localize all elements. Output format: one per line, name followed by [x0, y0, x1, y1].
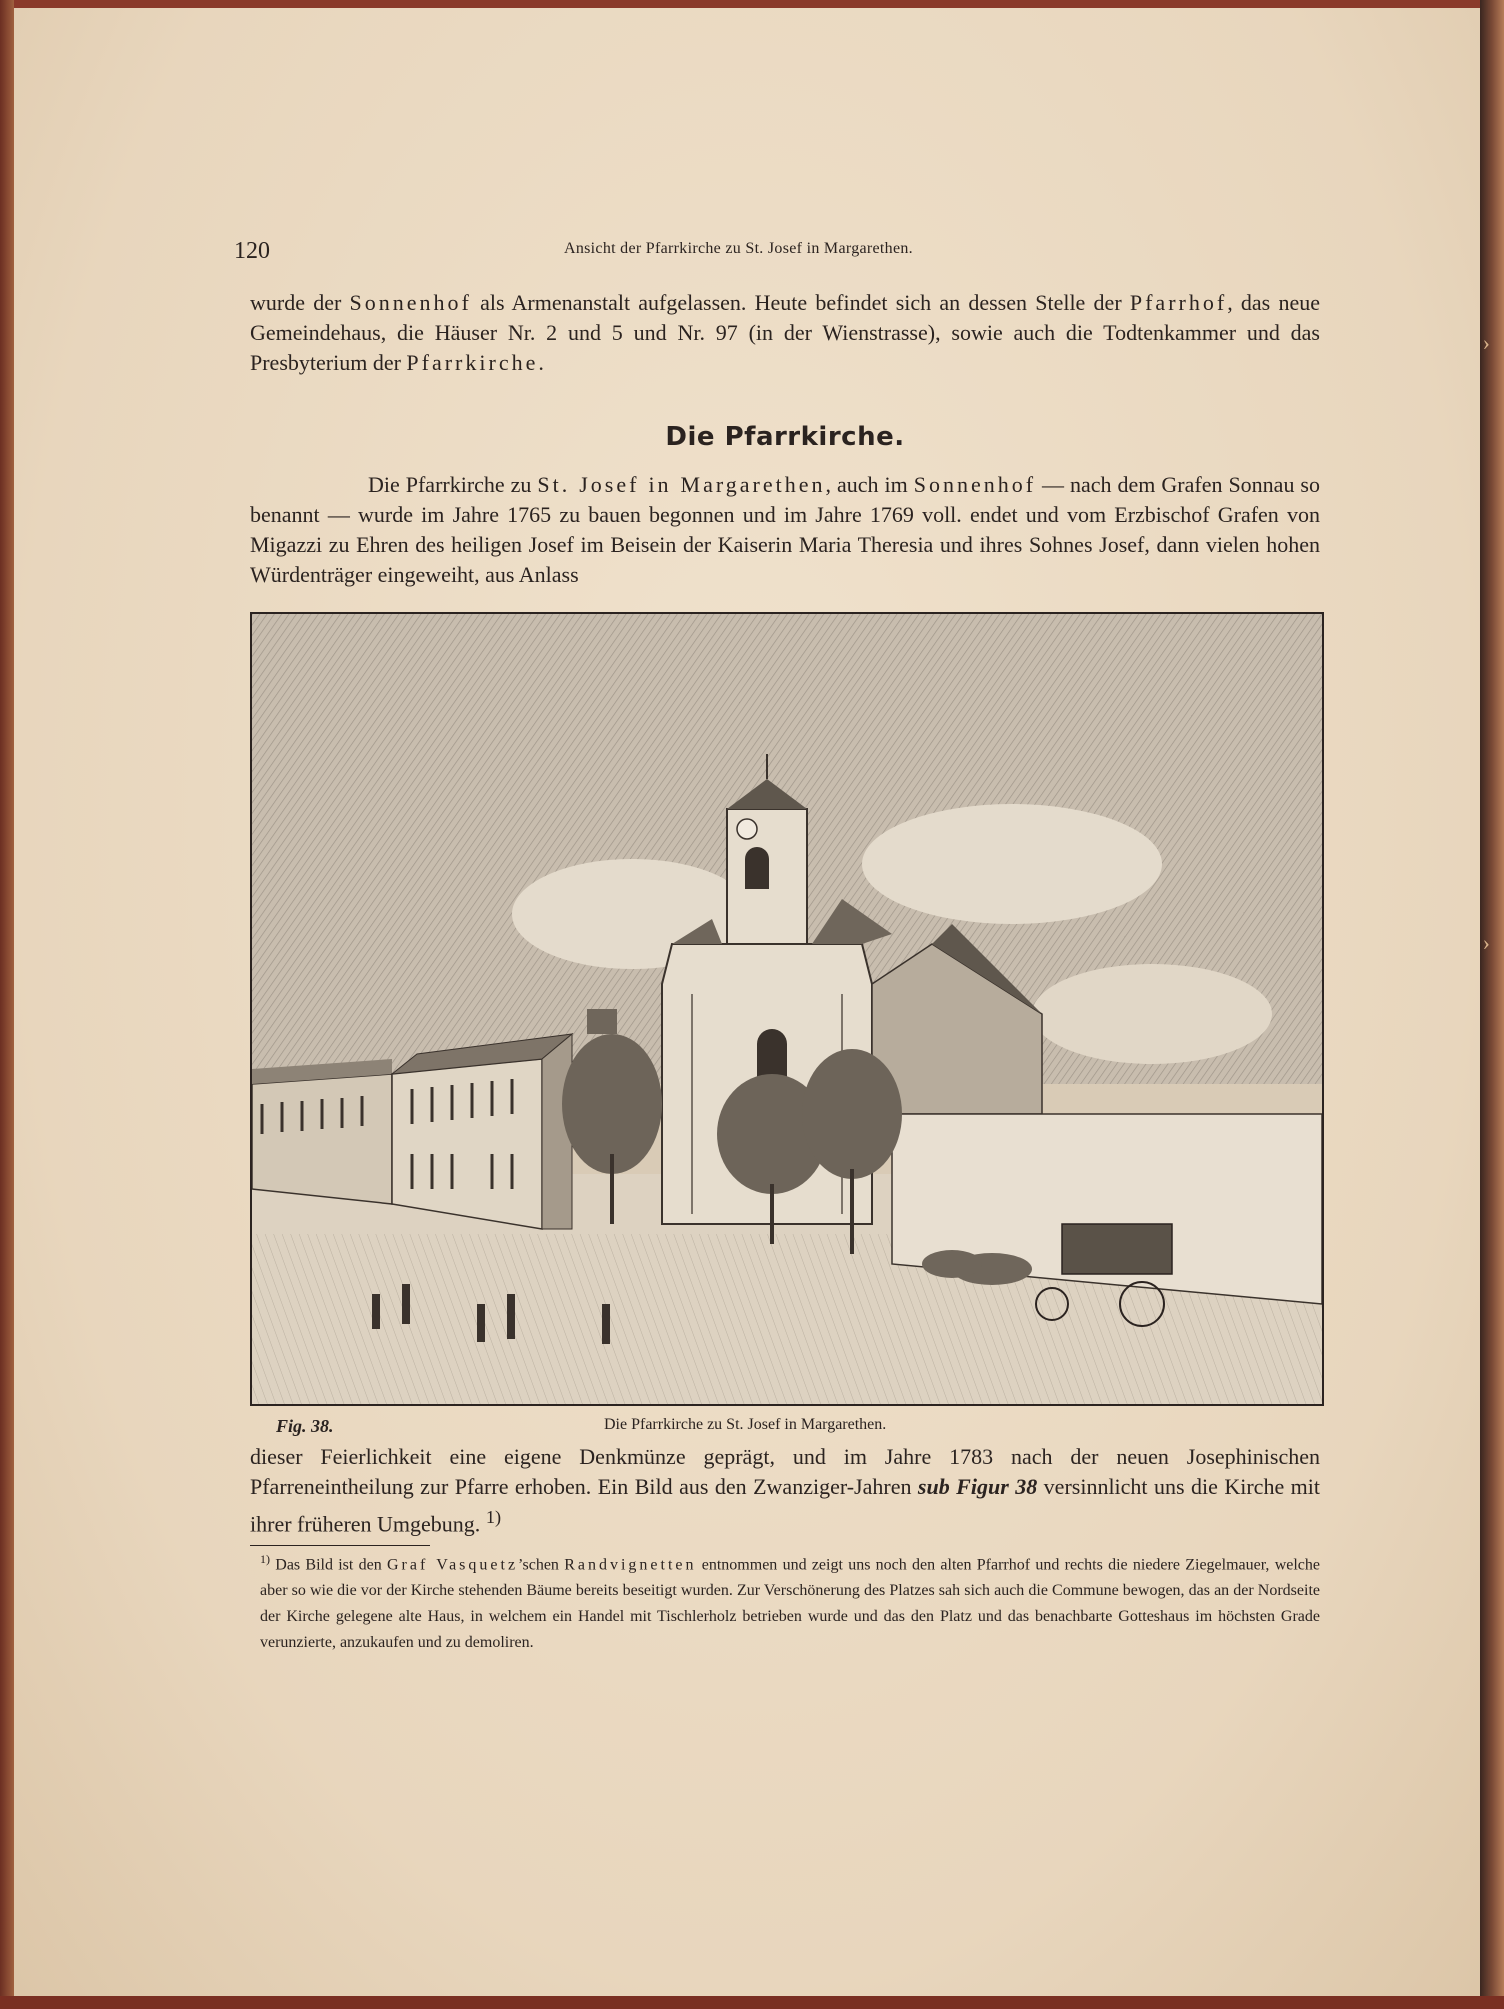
figure-caption: Die Pfarrkirche zu St. Josef in Margarethen. — [604, 1416, 887, 1433]
running-head: Ansicht der Pfarrkirche zu St. Josef in Margarethen. — [564, 240, 913, 257]
edge-mark-2: › — [1482, 930, 1490, 955]
book-page-edge-right — [1480, 0, 1504, 2009]
section-heading: Die Pfarrkirche. — [665, 422, 905, 452]
page-number: 120 — [234, 238, 270, 264]
footnote: $^{1)}$ Das Bild ist den Graf Vasquetz’schen Randvignetten entnommen und zeigt uns noch den alten Pfarrhof und rechts die niedere Ziegelmauer, welche aber so wie die vor der Kirche stehenden Bäume bereits beseitigt wurden. Zur Verschönerung des Platzes sah sich auch die Commune bewogen, das an der Nordseite der Kirche gelegene alte Haus, in welchem ein Handel mit Tischlerholz betrieben wurde und das den Platz und das benachbarte Gotteshaus im höchsten Grade verunzierte, anzukaufen und zu demoliren. — [260, 1552, 1321, 1652]
figure-label: Fig. 38. — [276, 1416, 334, 1436]
church-engraving-figure — [250, 612, 1324, 1406]
paragraph-3: dieser Feierlichkeit eine eigene Denkmünze geprägt, und im Jahre 1783 nach der neuen Josephinischen Pfarreneintheilung zur Pfarre erhoben. Ein Bild aus den Zwanziger-Jahren sub Figur 38 versinnlicht uns die Kirche mit ihrer früheren Umgebung. $^{1)}$ — [250, 1444, 1320, 1537]
paragraph-1: wurde der Sonnenhof als Armenanstalt aufgelassen. Heute befindet sich an dessen Stelle der Pfarrhof, das neue Gemeindehaus, die Häuser Nr. 2 und 5 und Nr. 97 (in der Wienstrasse), sowie auch die Todtenkammer und das Presbyterium der Pfarrkirche. — [250, 290, 1320, 375]
paragraph-2: Die Pfarrkirche zu St. Josef in Margarethen, auch im Sonnenhof — nach dem Grafen Sonnau so benannt — wurde im Jahre 1765 zu bauen begonnen und im Jahre 1769 voll. endet und vom Erzbischof Grafen von Migazzi zu Ehren des heiligen Josef im Beisein der Kaiserin Maria Theresia und ihres Sohnes Josef, dann vielen hohen Würdenträger eingeweiht, aus Anlass — [250, 472, 1320, 587]
book-cover-edge-left — [0, 0, 14, 2009]
edge-mark-1: › — [1482, 330, 1490, 355]
book-cover-edge-bottom — [0, 1996, 1504, 2009]
book-cover-edge-top — [0, 0, 1504, 8]
church-engraving-illustration — [252, 614, 1322, 1404]
